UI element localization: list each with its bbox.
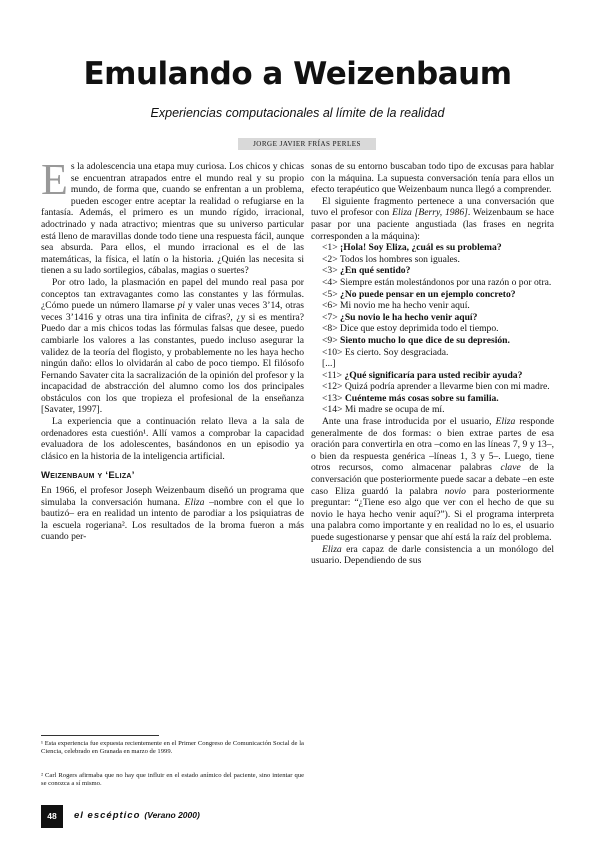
eliza-line: ¿Qué significaría para usted recibir ayuda? — [344, 369, 523, 381]
line-number: <1> — [322, 242, 341, 254]
body-paragraph: La experiencia que a continuación relato lleva a la sala de ordenadores esta cuestión¹. Allí vamos a comprobar la capacidad evaluadora de los adolescentes, basándonos en un episodio ya clásico en la historia de la inteligencia artificial. — [41, 416, 304, 462]
body-paragraph: El siguiente fragmento pertenece a una conversación que tuvo el profesor con Eliza [Berry, 1986]. Weizenbaum se hace pasar por una paciente angustiada (las frases en negrita corresponden a la máquina): — [311, 195, 554, 242]
line-number: <10> — [322, 346, 345, 358]
dialogue-line — [311, 265, 554, 277]
line-number: <8> — [322, 323, 341, 335]
footnote: ¹ Esta experiencia fue expuesta recientemente en el Primer Congreso de Comunicación Social de la Ciencia, celebrado en Granada en marzo de 1999. — [41, 740, 304, 755]
dialogue-line — [311, 277, 554, 289]
page-number: 48 — [41, 805, 63, 828]
patient-line: Todos los hombres son iguales. — [339, 253, 460, 265]
dialogue-transcript — [311, 242, 554, 416]
patient-line: Dice que estoy deprimida todo el tiempo. — [340, 323, 499, 335]
line-number: <4> — [322, 276, 341, 288]
dialogue-line — [311, 289, 554, 301]
dialogue-line — [311, 370, 554, 382]
patient-line: Quizá podría aprender a llevarme bien con mi madre. — [344, 381, 550, 393]
article-title: Emulando a Weizenbaum — [83, 56, 512, 92]
dialogue-line — [311, 381, 554, 393]
footnote: ² Carl Rogers afirmaba que no hay que influir en el estado anímico del paciente, sino intentar que se conozca a sí mismo. — [41, 772, 304, 787]
dialogue-line — [311, 242, 554, 254]
line-number: <6> — [322, 300, 341, 312]
running-footer — [74, 810, 200, 821]
author-byline: JORGE JAVIER FRÍAS PERLES — [238, 138, 376, 150]
eliza-line: ¡Hola! Soy Eliza, ¿cuál es su problema? — [340, 242, 502, 254]
body-paragraph: sonas de su entorno buscaban todo tipo de excusas para hablar con la máquina. La supuesta conversación tenía para ellos un efecto terapéutico que Weizenbaum nunca llegó a comprender. — [311, 161, 554, 196]
eliza-line: Siento mucho lo que dice de su depresión. — [340, 334, 510, 346]
body-paragraph: Por otro lado, la plasmación en papel del mundo real pasa por conceptos tan extravagantes como las constantes y las fórmulas. ¿Cómo puede un número llamarse pi y valer unas veces 3’14, otras veces 3’1416 y otras una tira infinita de cifras?, ¿y si es mentira? Puedo dar a mis chicos todas las fórmulas falsas que desee, puedo cambiarle los valores a las constantes, puedo incluso asegurar la validez de la teoría del flogisto, y probablemente no les haya hecho ningún daño: ellos lo olvidarán al cabo de poco tiempo. El filósofo Fernando Savater cita la sacralización de la opinión del profesor y la incapacidad de abstracción del alumno como los dos principales obstáculos con los que tropieza el profesional de la enseñanza [Savater, 1997]. — [41, 276, 304, 416]
patient-line: Siempre están molestándonos por una razón o por otra. — [340, 276, 552, 288]
section-heading: Weizenbaum y ‘Eliza’ — [41, 470, 135, 482]
drop-cap: E — [41, 161, 68, 204]
body-paragraph: Ante una frase introducida por el usuario, Eliza responde generalmente de dos formas: o bien extrae partes de esa oración para convertirla en otra –como en las líneas 7, 9 y 13–, o bien da respuesta genérica –líneas 1, 3 y 5–. Luego, tiene otros recursos, como almacenar palabras clave de la conversación que posteriormente puede sacar a debate –en este caso Eliza guardó la palabra novio para posteriormente preguntar: “¿Tiene eso algo que ver con el hecho de que su novio le haya hecho venir aquí?”). Si el programa interpreta una palabra como importante y en realidad no lo es, el usuario puede sugestionarse y pensar que ahí está la raíz del problema. — [311, 416, 554, 543]
eliza-line: Cuénteme más cosas sobre su familia. — [344, 392, 499, 404]
eliza-line: ¿No puede pensar en un ejemplo concreto? — [340, 288, 516, 300]
dialogue-line — [311, 358, 554, 370]
patient-line: Mi novio me ha hecho venir aquí. — [340, 300, 470, 312]
line-number: <11> — [322, 369, 345, 381]
issue-label: (Verano 2000) — [144, 810, 200, 820]
body-paragraph: Eliza era capaz de darle consistencia a un monólogo del usuario. Dependiendo de sus — [311, 543, 554, 567]
dialogue-line — [311, 335, 554, 347]
dialogue-line — [311, 393, 554, 405]
dialogue-line — [311, 323, 554, 335]
eliza-line: ¿Su novio le ha hecho venir aquí? — [340, 311, 478, 323]
line-number: <14> — [322, 404, 345, 416]
line-number: <2> — [322, 253, 340, 265]
dialogue-line — [311, 254, 554, 266]
dialogue-line — [311, 300, 554, 312]
line-number: <13> — [322, 392, 345, 404]
intro-paragraph: Es la adolescencia una etapa muy curiosa. Los chicos y chicas se encuentran atrapados entre el mundo real y su propio mundo, de forma que, cuando se enfrentan a un problema, pueden escoger entre aceptar la realidad o refugiarse en la fantasía. Además, el primero es un mundo rígido, irracional, adoctrinado y nada atractivo; mientras que su universo particular está lleno de maravillas donde todo tiene una respuesta fácil, aunque sea absurda. Para ellos, el mundo irracional es el de las matemáticas, la física, el latín o la historia. ¿Quién las necesita si tienen a su lado sortilegios, cábalas, magias o suertes? — [41, 161, 304, 277]
patient-line: Mi madre se ocupa de mí. — [344, 404, 445, 416]
footnote-divider — [41, 735, 159, 736]
magazine-name: el escéptico — [74, 810, 141, 821]
line-number: <5> — [322, 288, 341, 300]
line-number: <12> — [322, 381, 345, 393]
eliza-line: ¿En qué sentido? — [340, 265, 411, 277]
right-column — [311, 161, 554, 821]
patient-line: [...] — [322, 358, 336, 370]
line-number: <7> — [322, 311, 341, 323]
patient-line: Es cierto. Soy desgraciada. — [344, 346, 449, 358]
body-paragraph: En 1966, el profesor Joseph Weizenbaum diseñó un programa que simulaba la conversación humana. Eliza –nombre con el que lo bautizó– era en realidad un intento de parodiar a los psiquiatras de la escuela rogeriana². Los resultados de la broma fueron a más cuando per- — [41, 485, 304, 543]
dialogue-line — [311, 347, 554, 359]
line-number: <9> — [322, 334, 341, 346]
line-number: <3> — [322, 265, 341, 277]
left-column — [41, 161, 304, 716]
dialogue-line — [311, 312, 554, 324]
article-subtitle: Experiencias computacionales al límite de la realidad — [150, 106, 445, 120]
dialogue-line — [311, 404, 554, 416]
